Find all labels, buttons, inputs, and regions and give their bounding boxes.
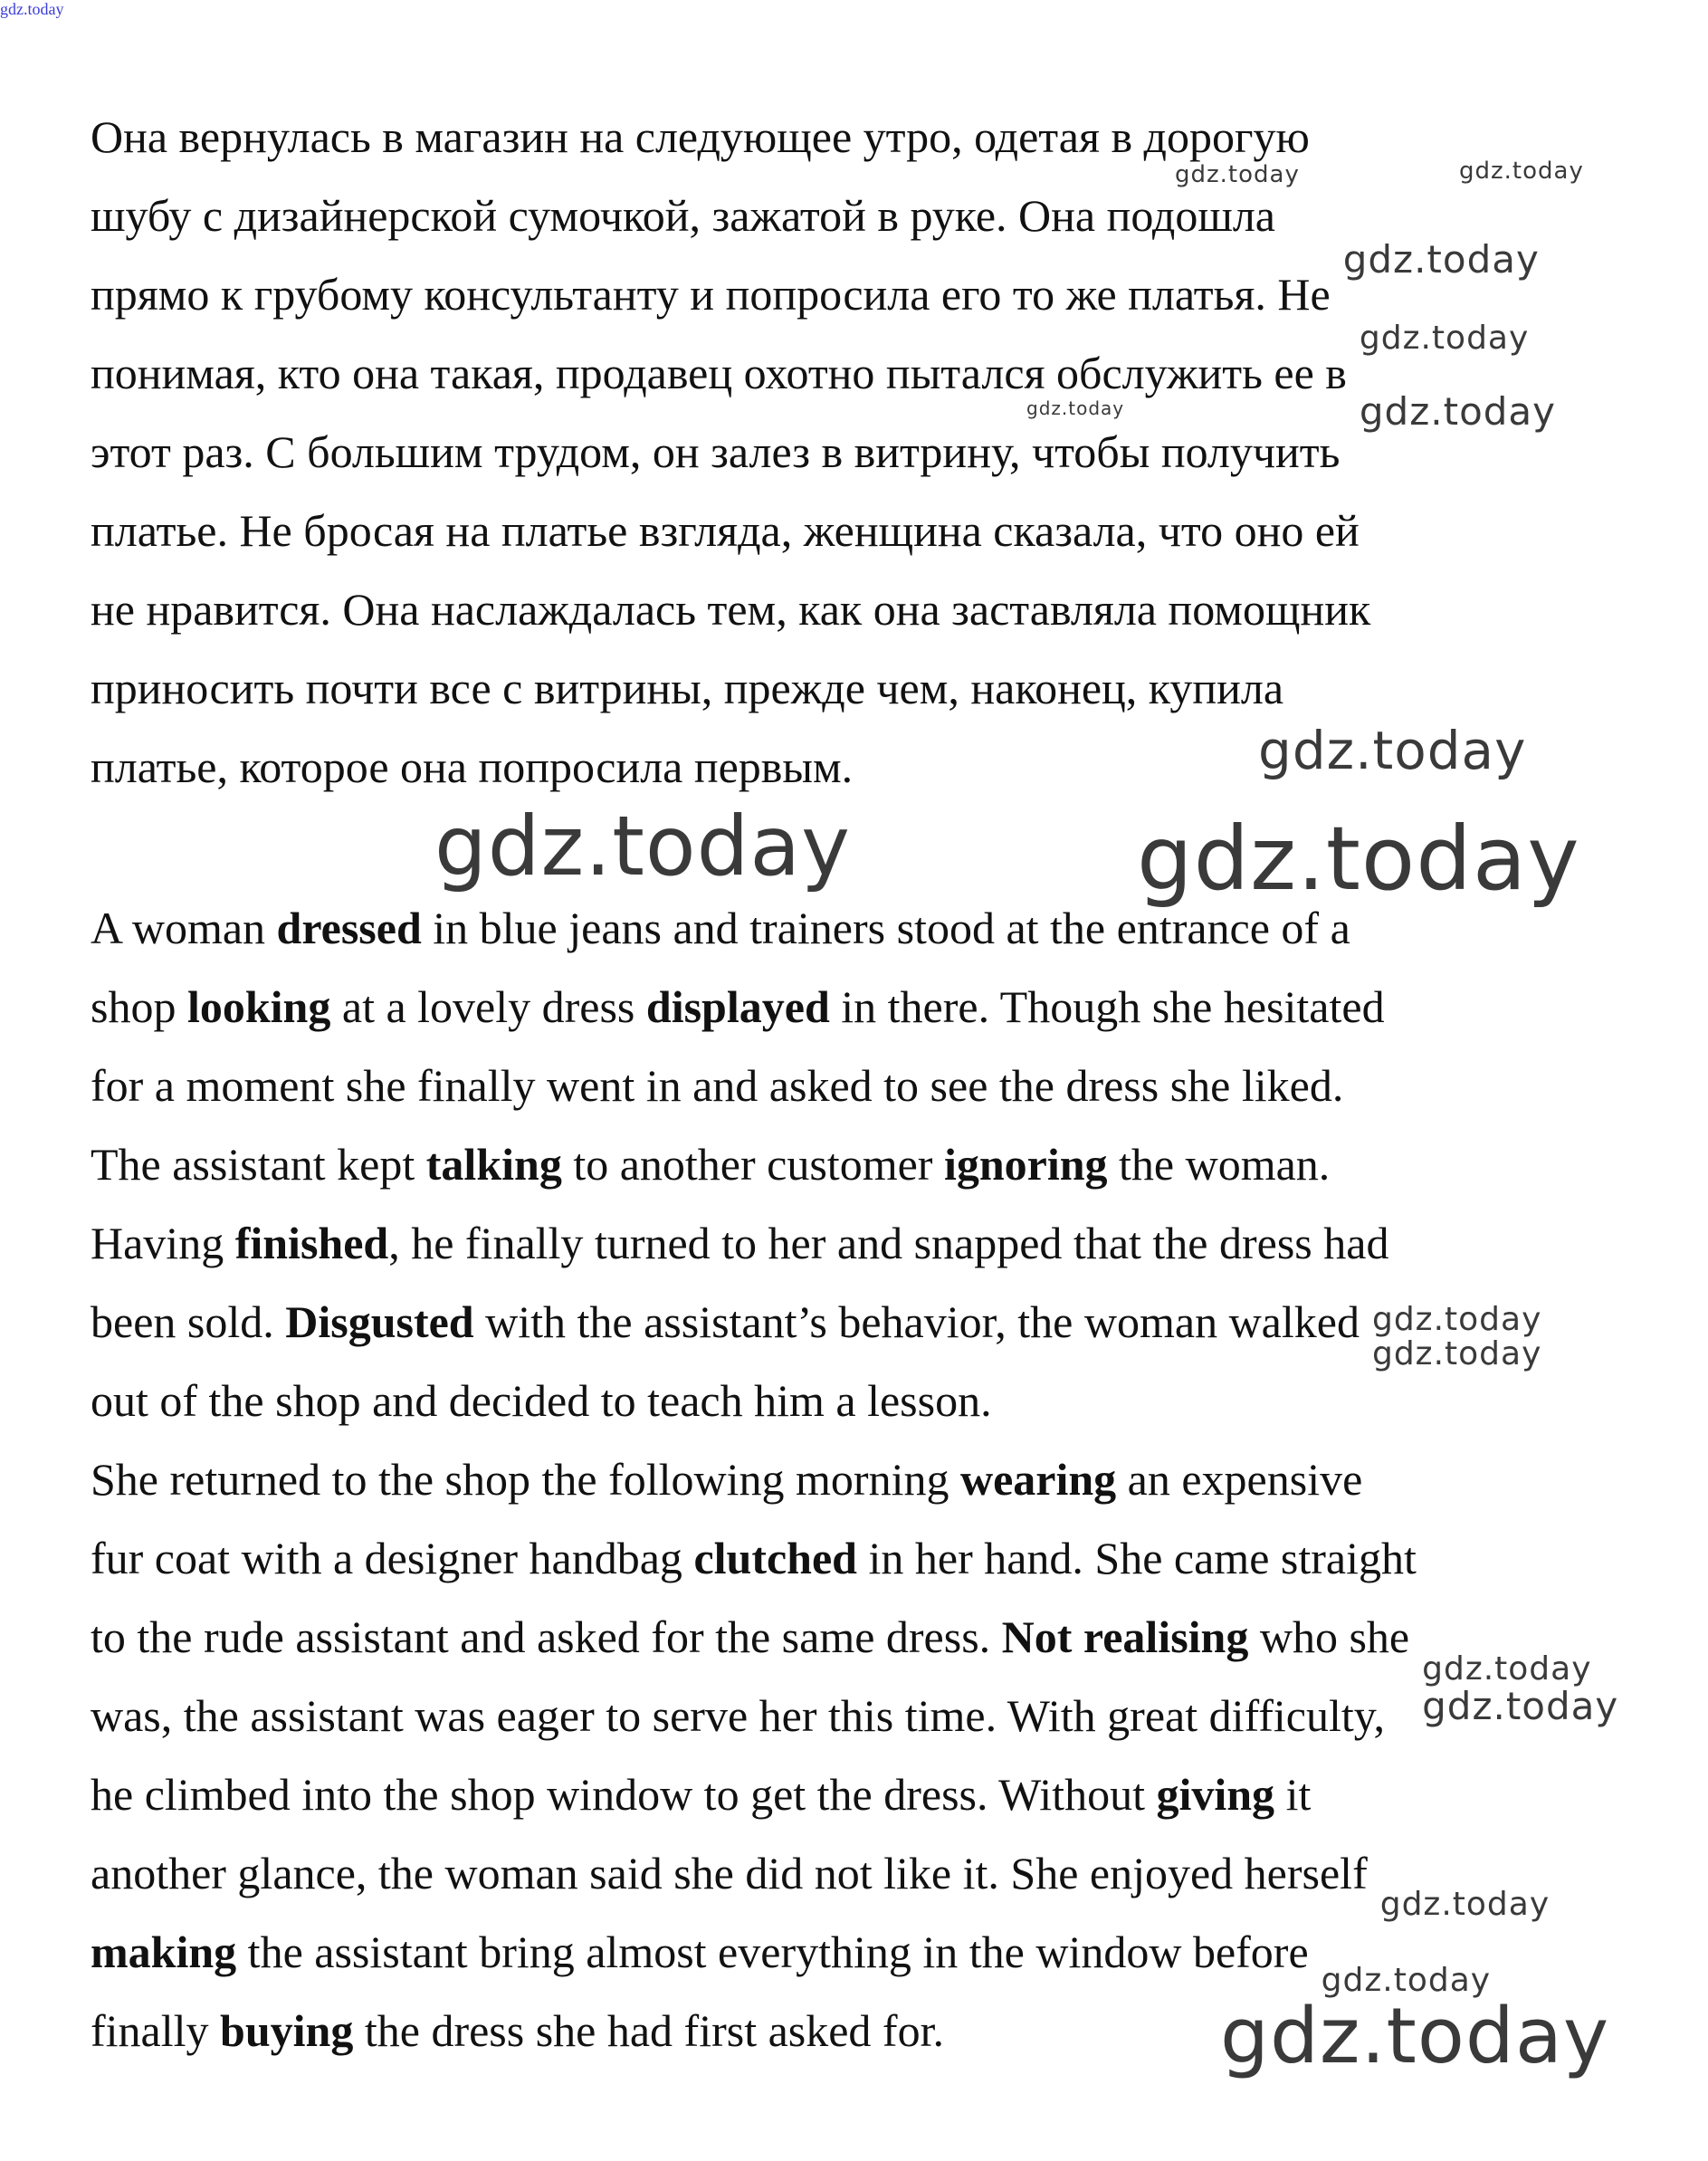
text-line [91, 649, 1370, 728]
text-segment: She returned to the shop the following morning [91, 1454, 960, 1505]
text-segment: with the assistant’s behavior, the woman walked [473, 1296, 1360, 1347]
watermark: gdz.today [1371, 1335, 1542, 1372]
bold-verb-form: displayed [645, 981, 830, 1032]
text-segment: shop [91, 981, 187, 1032]
watermark: gdz.today [1026, 397, 1125, 419]
text-line [91, 1913, 1417, 1992]
text-segment: Having [91, 1218, 235, 1268]
bold-verb-form: wearing [959, 1454, 1117, 1505]
text-line [91, 1755, 1417, 1834]
text-line [91, 1992, 1417, 2070]
text-line [91, 968, 1417, 1047]
text-segment: was, the assistant was eager to serve her this time. With great difficulty, [91, 1690, 1386, 1741]
watermark: gdz.today [1359, 320, 1530, 357]
text-segment: приносить почти все с витрины, прежде чем, наконец, купила [91, 663, 1284, 713]
watermark: gdz.today [1371, 1301, 1542, 1338]
english-text-paragraph [91, 889, 1417, 2070]
text-segment: шубу с дизайнерской сумочкой, зажатой в руке. Она подошла [91, 190, 1275, 241]
text-segment: прямо к грубому консультанту и попросила его то же платья. Не [91, 269, 1331, 320]
bold-verb-form: looking [186, 981, 331, 1032]
text-line [91, 728, 1370, 807]
text-segment: he climbed into the shop window to get the dress. Without [91, 1769, 1157, 1820]
text-line [91, 255, 1370, 334]
watermark: gdz.today [1321, 1962, 1492, 1999]
watermark: gdz.today [1342, 237, 1540, 282]
bold-verb-form: clutched [693, 1533, 857, 1583]
text-segment: to another customer [561, 1139, 944, 1190]
watermark: gdz.today [1359, 389, 1557, 434]
watermark: gdz.today [1137, 808, 1580, 910]
text-segment: A woman [91, 903, 277, 953]
watermark: gdz.today [1175, 161, 1300, 188]
watermark: gdz.today [1258, 720, 1527, 781]
text-line [91, 1440, 1417, 1519]
text-segment: an expensive [1116, 1454, 1363, 1505]
bold-verb-form: buying [220, 2005, 354, 2056]
text-line [91, 492, 1370, 570]
text-line [91, 1677, 1417, 1755]
bold-verb-form: making [91, 1927, 237, 1977]
text-segment: платье, которое она попросила первым. [91, 741, 854, 792]
header-watermark: gdz.today [0, 0, 64, 18]
bold-verb-form: giving [1156, 1769, 1275, 1820]
text-line [91, 1125, 1417, 1204]
text-line [91, 1519, 1417, 1598]
text-line [91, 1598, 1417, 1677]
text-segment: the dress she had first asked for. [353, 2005, 944, 2056]
watermark: gdz.today [1220, 1992, 1610, 2081]
text-line [91, 413, 1370, 492]
text-line [91, 1283, 1417, 1362]
text-line [91, 1362, 1417, 1440]
russian-translation-paragraph [91, 98, 1370, 807]
text-segment: fur coat with a designer handbag [91, 1533, 694, 1583]
text-segment: for a moment she finally went in and asked to see the dress she liked. [91, 1060, 1344, 1111]
text-line [91, 1834, 1417, 1913]
text-segment: не нравится. Она наслаждалась тем, как она заставляла помощник [91, 584, 1371, 635]
watermark: gdz.today [1459, 158, 1584, 185]
bold-verb-form: finished [234, 1218, 389, 1268]
text-line [91, 1204, 1417, 1283]
bold-verb-form: dressed [276, 903, 422, 953]
text-segment: at a lovely dress [330, 981, 646, 1032]
text-segment: платье. Не бросая на платье взгляда, женщина сказала, что оно ей [91, 505, 1360, 556]
text-segment: in her hand. She came straight [856, 1533, 1417, 1583]
text-segment: понимая, кто она такая, продавец охотно пытался обслужить ее в [91, 348, 1347, 398]
text-segment: in blue jeans and trainers stood at the entrance of a [421, 903, 1350, 953]
text-segment: in there. Though she hesitated [829, 981, 1385, 1032]
text-segment: it [1274, 1769, 1312, 1820]
watermark: gdz.today [434, 799, 851, 894]
text-line [91, 334, 1370, 413]
text-segment: finally [91, 2005, 221, 2056]
text-segment: , he finally turned to her and snapped that the dress had [388, 1218, 1389, 1268]
text-segment: to the rude assistant and asked for the same dress. [91, 1611, 1002, 1662]
text-line [91, 1047, 1417, 1125]
text-segment: этот раз. С большим трудом, он залез в витрину, чтобы получить [91, 426, 1341, 477]
text-segment: the assistant bring almost everything in the window before [236, 1927, 1309, 1977]
text-segment: another glance, the woman said she did not like it. She enjoyed herself [91, 1848, 1368, 1898]
text-line [91, 177, 1370, 255]
watermark: gdz.today [1379, 1886, 1551, 1923]
text-segment: the woman. [1107, 1139, 1331, 1190]
bold-verb-form: ignoring [943, 1139, 1108, 1190]
watermark: gdz.today [1422, 1650, 1592, 1688]
text-segment: The assistant kept [91, 1139, 426, 1190]
text-line [91, 570, 1370, 649]
text-segment: Она вернулась в магазин на следующее утро, одетая в дорогую [91, 111, 1310, 162]
bold-verb-form: Disgusted [285, 1296, 474, 1347]
text-segment: been sold. [91, 1296, 286, 1347]
bold-verb-form: talking [425, 1139, 562, 1190]
text-segment: out of the shop and decided to teach him a lesson. [91, 1375, 992, 1426]
bold-verb-form: Not realising [1001, 1611, 1249, 1662]
text-segment: who she [1248, 1611, 1410, 1662]
watermark: gdz.today [1422, 1684, 1619, 1728]
